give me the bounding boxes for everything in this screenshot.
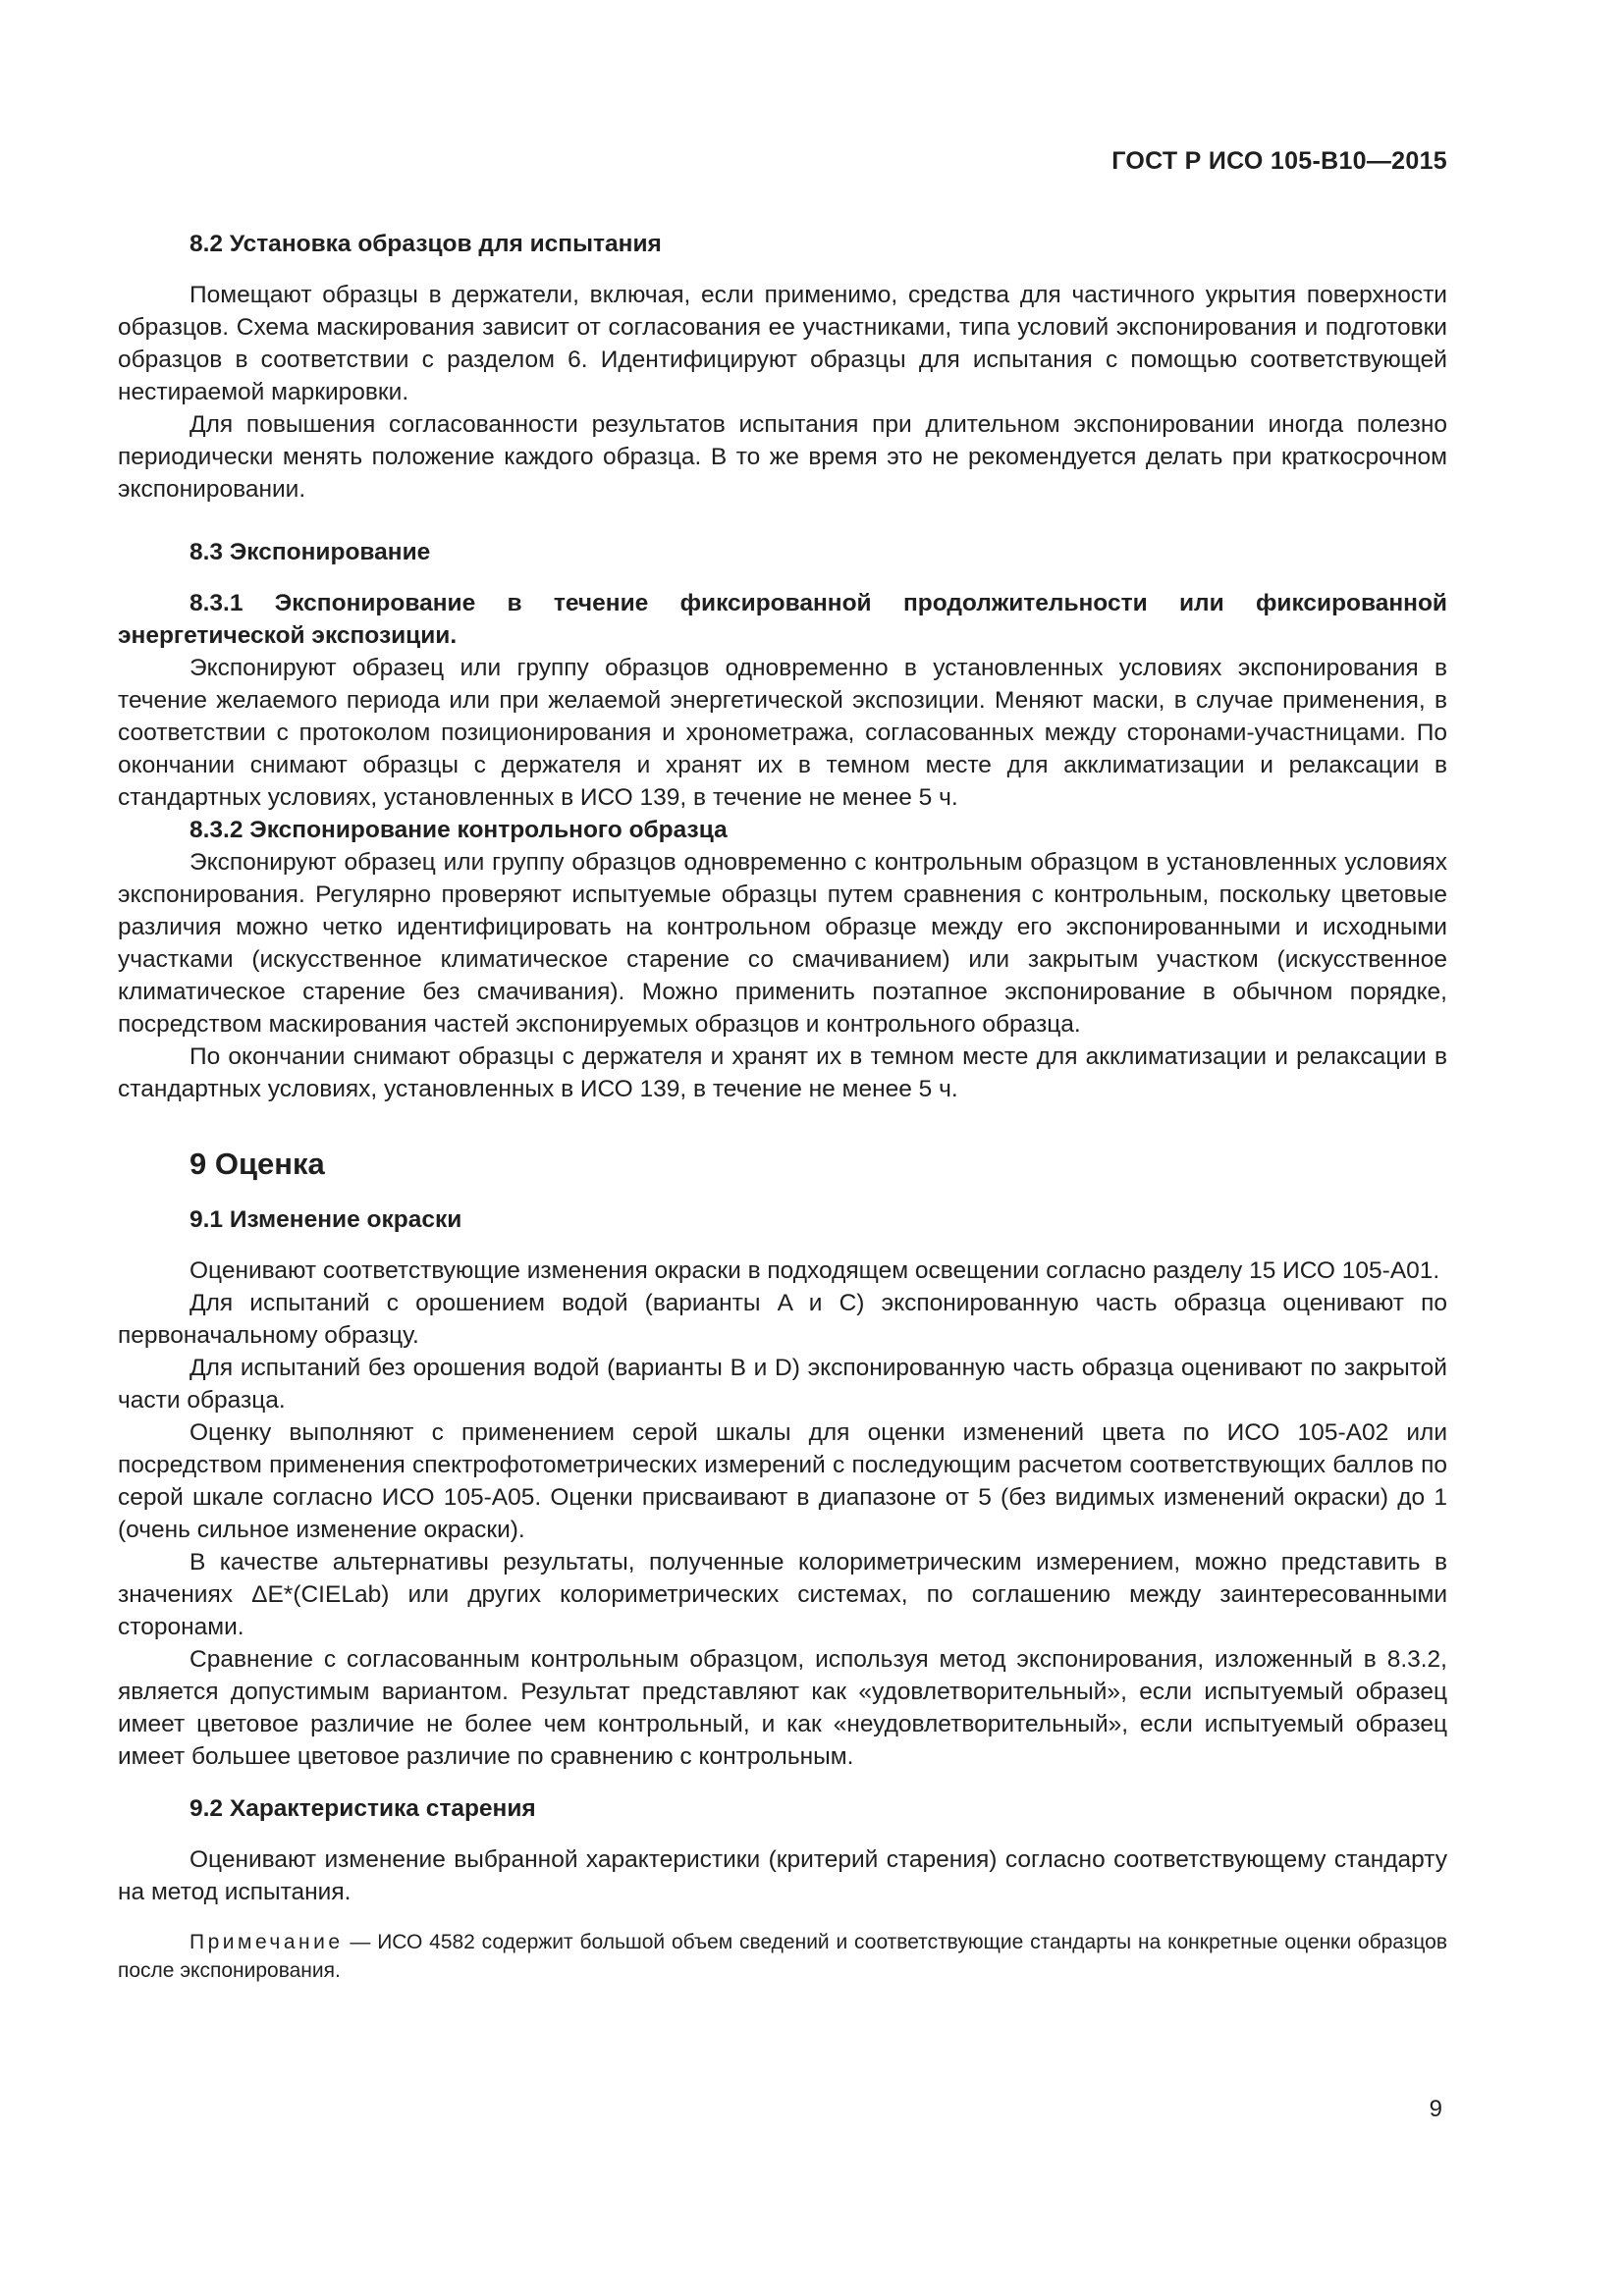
section-8-3-1-paragraph: Экспонируют образец или группу образцов одновременно в установленных условиях экспонирования в течение желаемого периода или при желаемой энергетической экспозиции. Меняют маски, в случае применения, в соответствии с протоколом позиционирования и хронометража, согласованных между сторонами-участницами. По окончании снимают образцы с держателя и хранят их в темном месте для акклиматизации и релаксации в стандартных условиях, установленных в ИСО 139, в течение не менее 5 ч.	[118, 655, 1447, 811]
section-8-2-heading: 8.2 Установка образцов для испытания	[189, 231, 662, 257]
section-9-1-paragraph-1: Оценивают соответствующие изменения окраски в подходящем освещении согласно разделу 15 ИСО 105-A01.	[189, 1257, 1440, 1284]
section-9-2-paragraph: Оценивают изменение выбранной характеристики (критерий старения) согласно соответствующему стандарту на метод испытания.	[118, 1846, 1447, 1905]
document-body	[118, 228, 1447, 1985]
section-9-1-paragraph-3: Для испытаний без орошения водой (варианты B и D) экспонированную часть образца оценивают по закрытой части образца.	[118, 1355, 1447, 1414]
section-8-3-1-heading: 8.3.1 Экспонирование в течение фиксированной продолжительности или фиксированной энергетической экспозиции.	[118, 590, 1447, 649]
section-9-1-paragraph-4: Оценку выполняют с применением серой шкалы для оценки изменений цвета по ИСО 105-A02 или посредством применения спектрофотометрических измерений с последующим расчетом соответствующих баллов по серой шкале согласно ИСО 105-A05. Оценки присваивают в диапазоне от 5 (без видимых изменений окраски) до 1 (очень сильное изменение окраски).	[118, 1419, 1447, 1543]
section-8-3-2-heading: 8.3.2 Экспонирование контрольного образца	[189, 817, 728, 843]
section-9-1-heading: 9.1 Изменение окраски	[189, 1206, 462, 1233]
page-number: 9	[1429, 2096, 1442, 2122]
section-9-1-paragraph-5: В качестве альтернативы результаты, полученные колориметрическим измерением, можно представить в значениях ΔE*(CIELab) или других колориметрических системах, по соглашению между заинтересованными сторонами.	[118, 1549, 1447, 1640]
note-label: Примечание	[189, 1931, 344, 1953]
section-8-2-paragraph-1: Помещают образцы в держатели, включая, если применимо, средства для частичного укрытия поверхности образцов. Схема маскирования зависит от согласования ее участниками, типа условий экспонирования и подготовки образцов в соответствии с разделом 6. Идентифицируют образцы для испытания с помощью соответствующей нестираемой маркировки.	[118, 282, 1447, 405]
note-text: — ИСО 4582 содержит большой объем сведений и соответствующие стандарты на конкретные оценки образцов после экспонирования.	[118, 1931, 1447, 1982]
section-8-2-paragraph-2: Для повышения согласованности результатов испытания при длительном экспонировании иногда полезно периодически менять положение каждого образца. В то же время это не рекомендуется делать при краткосрочном экспонировании.	[118, 411, 1447, 503]
section-9-2-heading: 9.2 Характеристика старения	[189, 1795, 536, 1822]
section-9-heading: 9 Оценка	[189, 1147, 325, 1181]
section-8-3-2-paragraph-2: По окончании снимают образцы с держателя и хранят их в темном месте для акклиматизации и релаксации в стандартных условиях, установленных в ИСО 139, в течение не менее 5 ч.	[118, 1043, 1447, 1102]
section-9-1-paragraph-6: Сравнение с согласованным контрольным образцом, используя метод экспонирования, изложенный в 8.3.2, является допустимым вариантом. Результат представляют как «удовлетворительный», если испытуемый образец имеет цветовое различие не более чем контрольный, и как «неудовлетворительный», если испытуемый образец имеет большее цветовое различие по сравнению с контрольным.	[118, 1646, 1447, 1770]
section-8-3-heading: 8.3 Экспонирование	[189, 539, 431, 565]
note-paragraph	[118, 1928, 1447, 1985]
section-8-3-2-paragraph-1: Экспонируют образец или группу образцов одновременно с контрольным образцом в установленных условиях экспонирования. Регулярно проверяют испытуемые образцы путем сравнения с контрольным, поскольку цветовые различия можно четко идентифицировать на контрольном образце между его экспонированными и исходными участками (искусственное климатическое старение со смачиванием) или закрытым участком (искусственное климатическое старение без смачивания). Можно применить поэтапное экспонирование в обычном порядке, посредством маскирования частей экспонируемых образцов и контрольного образца.	[118, 849, 1447, 1038]
section-9-1-paragraph-2: Для испытаний с орошением водой (варианты A и C) экспонированную часть образца оценивают по первоначальному образцу.	[118, 1290, 1447, 1349]
standard-header: ГОСТ Р ИСО 105-B10—2015	[1111, 147, 1447, 175]
